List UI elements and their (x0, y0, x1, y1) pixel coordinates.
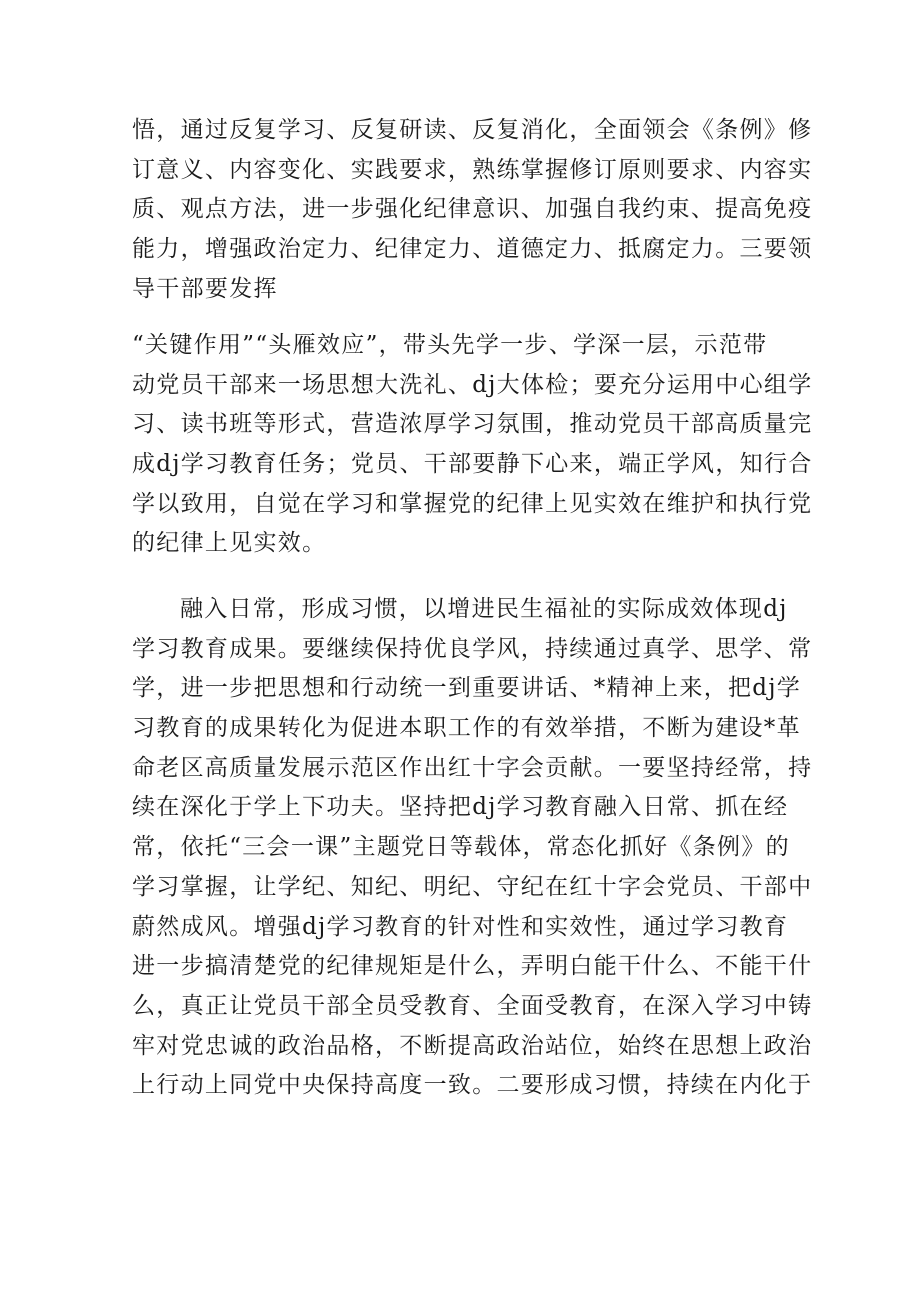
text-line: 动党员干部来一场思想大洗礼、dj大体检；要充分运用中心组学 (132, 371, 813, 398)
text-line: “关键作用”“头雁效应”，带头先学一步、学深一层，示范带 (132, 332, 768, 358)
text-line: 么，真正让党员干部全员受教育、全面受教育，在深入学习中铸 (132, 992, 813, 1019)
paragraph-2 (132, 326, 813, 564)
text-line: 牢对党忠诚的政治品格，不断提高政治站位，始终在思想上政治 (132, 1032, 813, 1059)
text-line: 学习掌握，让学纪、知纪、明纪、守纪在红十字会党员、干部中 (132, 873, 813, 900)
text-line: 蔚然成风。增强dj学习教育的针对性和实效性，通过学习教育 (132, 913, 789, 940)
text-line: 上行动上同党中央保持高度一致。二要形成习惯，持续在内化于 (132, 1072, 813, 1099)
text-line: 习教育的成果转化为促进本职工作的有效举措，不断为建设*革 (132, 715, 801, 742)
text-line: 的纪律上见实效。 (132, 530, 327, 557)
text-line: 订意义、内容变化、实践要求，熟练掌握修订原则要求、内容实 (132, 156, 813, 183)
text-line: 质、观点方法，进一步强化纪律意识、加强自我约束、提高免疫 (132, 196, 813, 223)
paragraph-1 (132, 111, 813, 309)
paragraph-3 (132, 590, 813, 1106)
text-line: 学，进一步把思想和行动统一到重要讲话、*精神上来，把dj学 (132, 675, 802, 702)
text-line: 融入日常，形成习惯，以增进民生福祉的实际成效体现dj (180, 596, 788, 622)
text-line: 学习教育成果。要继续保持优良学风，持续通过真学、思学、常 (132, 635, 813, 662)
text-line: 导干部要发挥 (132, 275, 278, 302)
text-line: 命老区高质量发展示范区作出红十字会贡献。一要坚持经常，持 (132, 754, 813, 781)
text-line: 常，依托“三会一课”主题党日等载体，常态化抓好《条例》的 (132, 834, 790, 861)
text-line: 习、读书班等形式，营造浓厚学习氛围，推动党员干部高质量完 (132, 411, 813, 438)
text-line: 进一步搞清楚党的纪律规矩是什么，弄明白能干什么、不能干什 (132, 953, 813, 980)
text-line: 悟，通过反复学习、反复研读、反复消化，全面领会《条例》修 (132, 117, 813, 143)
text-line: 能力，增强政治定力、纪律定力、道德定力、抵腐定力。三要领 (132, 236, 813, 263)
text-line: 续在深化于学上下功夫。坚持把dj学习教育融入日常、抓在经 (132, 794, 789, 821)
text-line: 学以致用，自觉在学习和掌握党的纪律上见实效在维护和执行党 (132, 490, 813, 517)
text-line: 成dj学习教育任务；党员、干部要静下心来，端正学风，知行合 (132, 451, 813, 478)
